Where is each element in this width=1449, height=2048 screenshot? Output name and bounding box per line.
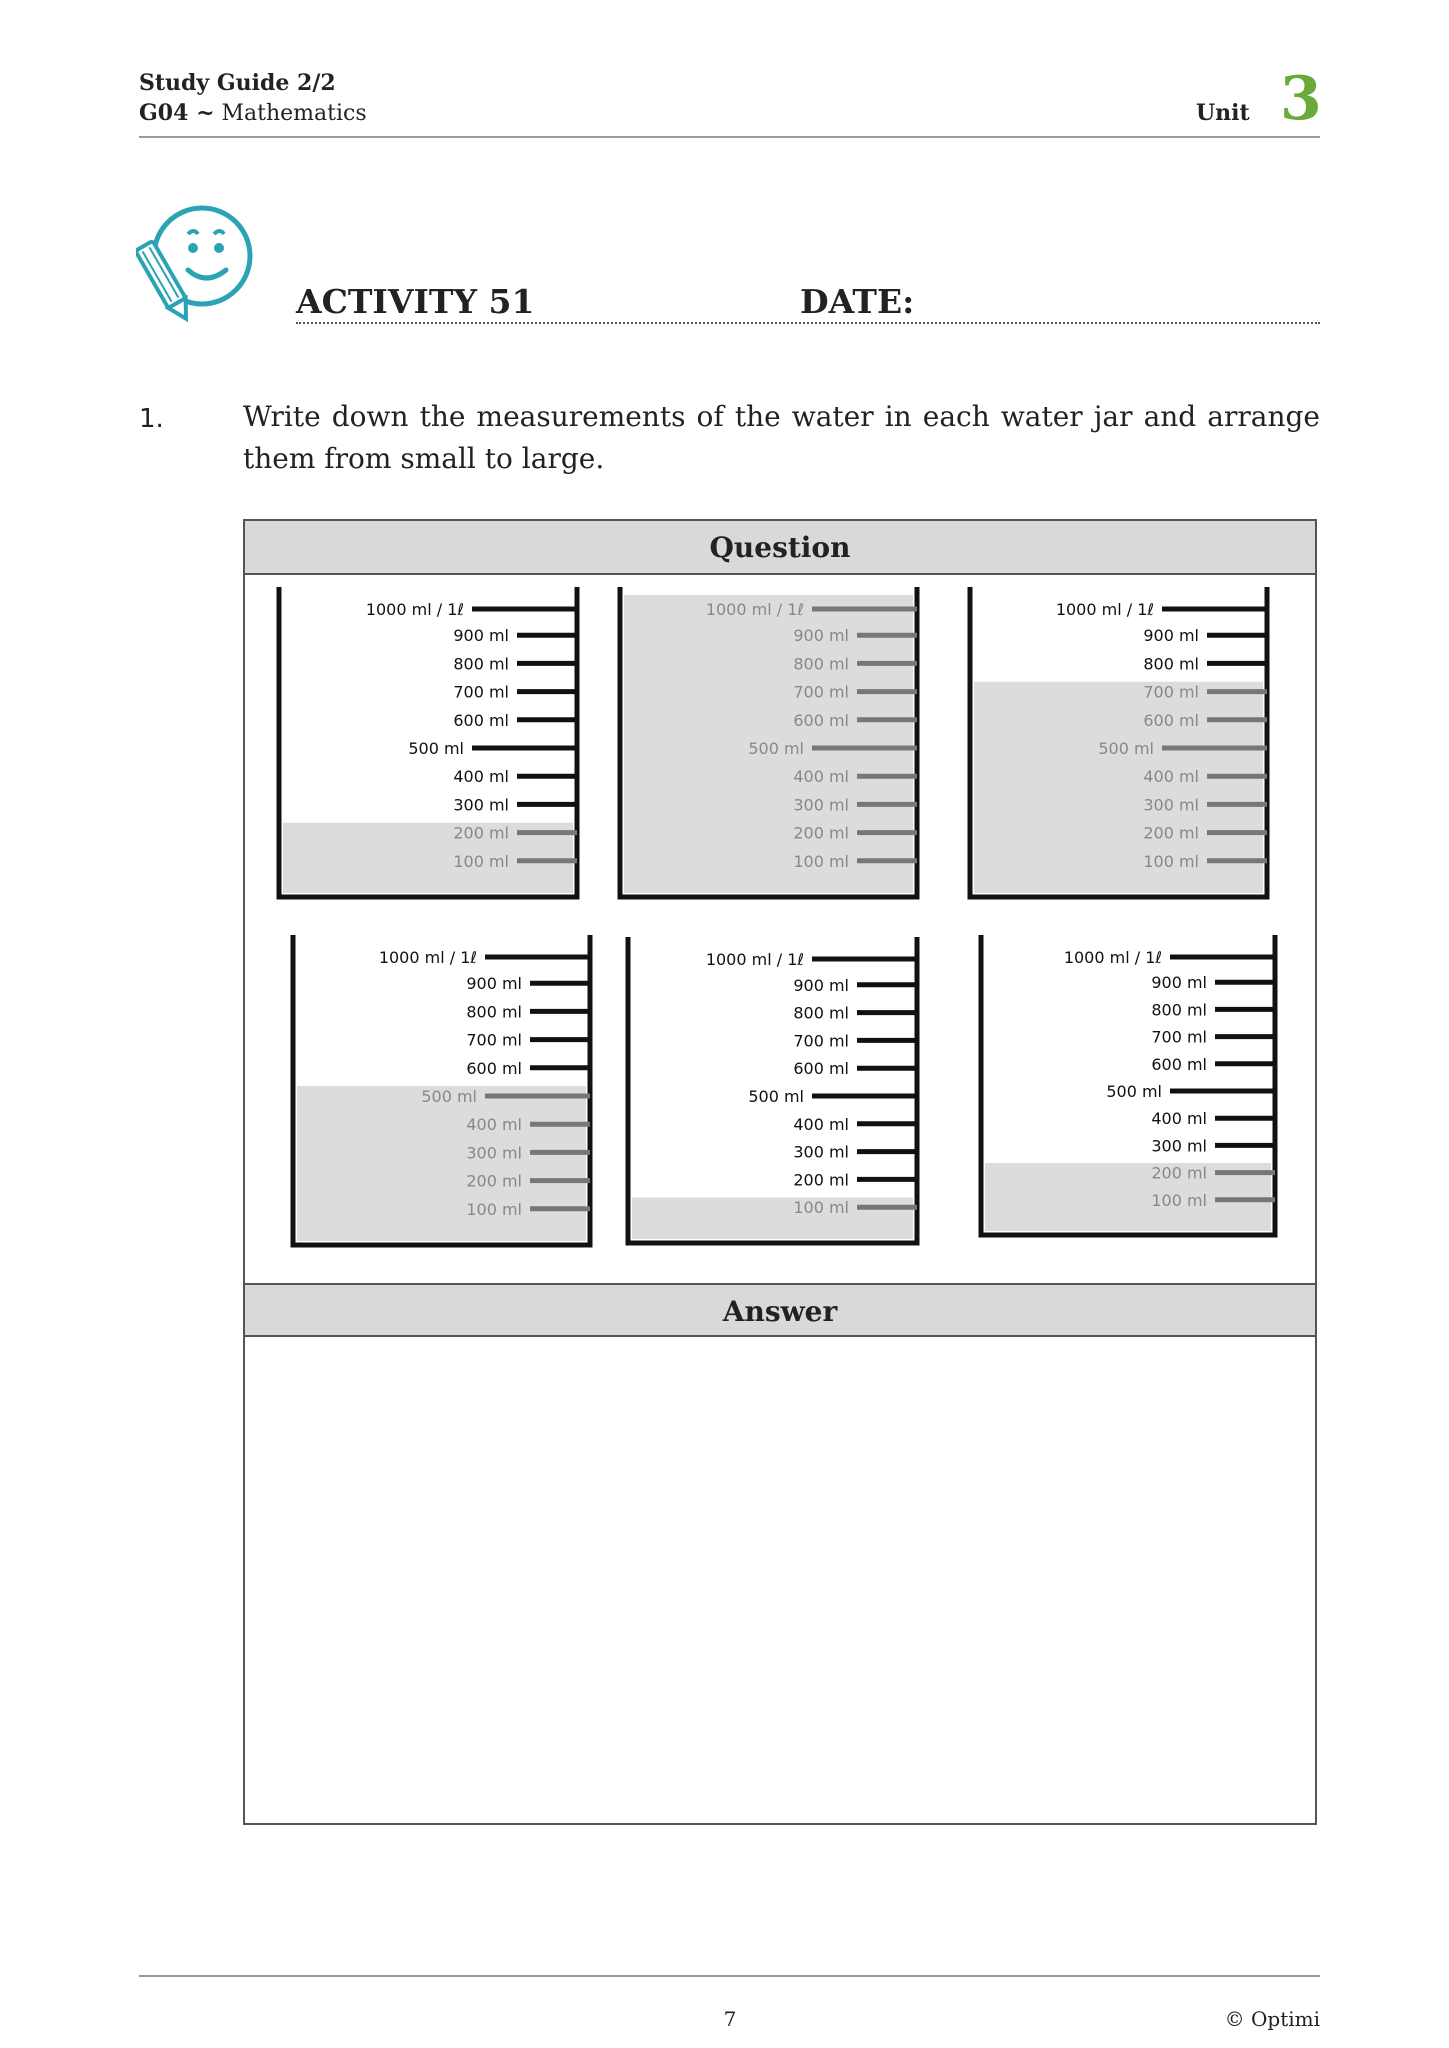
scale-label-500-jar-1: 500 ml (408, 739, 464, 758)
scale-label-300-jar-1: 300 ml (453, 795, 509, 815)
scale-label-800-jar-6: 800 ml (1151, 1000, 1207, 1020)
scale-label-1000-jar-1: 1000 ml / 1ℓ (365, 600, 464, 619)
water-jars-figure (245, 575, 1315, 1283)
scale-label-600-jar-6: 600 ml (1151, 1054, 1207, 1074)
scale-label-800-jar-2: 800 ml (793, 654, 849, 674)
question-text: Write down the measurements of the water in each water jar and arrange them from small to large. (243, 400, 1320, 475)
scale-label-700-jar-6: 700 ml (1151, 1027, 1207, 1047)
scale-label-900-jar-5: 900 ml (793, 975, 849, 995)
scale-label-200-jar-6: 200 ml (1151, 1163, 1207, 1183)
scale-label-200-jar-4: 200 ml (466, 1171, 522, 1191)
scale-label-700-jar-3: 700 ml (1143, 682, 1199, 702)
scale-label-700-jar-2: 700 ml (793, 682, 849, 702)
scale-label-200-jar-5: 200 ml (793, 1170, 849, 1190)
scale-label-900-jar-6: 900 ml (1151, 973, 1207, 993)
scale-label-1000-jar-6: 1000 ml / 1ℓ (1063, 948, 1162, 967)
scale-label-800-jar-4: 800 ml (466, 1002, 522, 1022)
scale-label-600-jar-2: 600 ml (793, 710, 849, 730)
scale-label-700-jar-5: 700 ml (793, 1031, 849, 1051)
scale-label-200-jar-3: 200 ml (1143, 823, 1199, 843)
scale-label-100-jar-4: 100 ml (466, 1199, 522, 1219)
scale-label-500-jar-6: 500 ml (1106, 1082, 1162, 1101)
scale-label-400-jar-6: 400 ml (1151, 1109, 1207, 1129)
scale-label-200-jar-1: 200 ml (453, 823, 509, 843)
scale-label-500-jar-4: 500 ml (421, 1087, 477, 1106)
date-line[interactable] (296, 322, 1320, 324)
scale-label-500-jar-3: 500 ml (1098, 739, 1154, 758)
scale-label-300-jar-4: 300 ml (466, 1143, 522, 1163)
scale-label-400-jar-1: 400 ml (453, 767, 509, 787)
question-number: 1. (139, 404, 164, 434)
scale-label-300-jar-2: 300 ml (793, 795, 849, 815)
copyright: © Optimi (1224, 2007, 1320, 2031)
header-divider (139, 136, 1320, 138)
date-label: DATE: (800, 282, 915, 321)
scale-label-700-jar-4: 700 ml (466, 1030, 522, 1050)
activity-title: ACTIVITY 51 (296, 282, 535, 321)
scale-label-900-jar-1: 900 ml (453, 626, 509, 646)
scale-label-400-jar-3: 400 ml (1143, 767, 1199, 787)
scale-label-500-jar-5: 500 ml (748, 1087, 804, 1106)
scale-label-800-jar-1: 800 ml (453, 654, 509, 674)
footer-divider (139, 1975, 1320, 1977)
scale-label-400-jar-5: 400 ml (793, 1114, 849, 1134)
scale-label-300-jar-5: 300 ml (793, 1142, 849, 1162)
guide-title: Study Guide 2/2 (139, 70, 336, 96)
answer-area[interactable] (245, 1339, 1315, 1823)
question-header: Question (245, 521, 1315, 575)
scale-label-600-jar-3: 600 ml (1143, 710, 1199, 730)
unit-number: 3 (1280, 64, 1322, 134)
scale-label-1000-jar-4: 1000 ml / 1ℓ (378, 948, 477, 967)
scale-label-1000-jar-2: 1000 ml / 1ℓ (705, 600, 804, 619)
page-number: 7 (723, 2007, 737, 2031)
course-code: G04 ~ (139, 100, 215, 126)
scale-label-500-jar-2: 500 ml (748, 739, 804, 758)
scale-label-900-jar-4: 900 ml (466, 974, 522, 994)
scale-label-1000-jar-3: 1000 ml / 1ℓ (1055, 600, 1154, 619)
unit-label: Unit (1196, 100, 1250, 126)
scale-label-1000-jar-5: 1000 ml / 1ℓ (705, 950, 804, 969)
scale-label-300-jar-6: 300 ml (1151, 1136, 1207, 1156)
scale-label-300-jar-3: 300 ml (1143, 795, 1199, 815)
subject-name: Mathematics (214, 101, 367, 126)
scale-label-100-jar-2: 100 ml (793, 851, 849, 871)
scale-label-200-jar-2: 200 ml (793, 823, 849, 843)
scale-label-800-jar-3: 800 ml (1143, 654, 1199, 674)
scale-label-600-jar-1: 600 ml (453, 710, 509, 730)
scale-label-100-jar-5: 100 ml (793, 1198, 849, 1218)
scale-label-600-jar-5: 600 ml (793, 1059, 849, 1079)
scale-label-400-jar-2: 400 ml (793, 767, 849, 787)
scale-label-600-jar-4: 600 ml (466, 1058, 522, 1078)
scale-label-100-jar-3: 100 ml (1143, 851, 1199, 871)
smiley-pencil-icon (136, 204, 266, 328)
scale-label-900-jar-3: 900 ml (1143, 626, 1199, 646)
water-fill-jar-4 (297, 1086, 586, 1241)
scale-label-700-jar-1: 700 ml (453, 682, 509, 702)
course-line (139, 100, 367, 127)
water-fill-jar-5 (632, 1197, 913, 1239)
scale-label-400-jar-4: 400 ml (466, 1115, 522, 1135)
answer-header: Answer (245, 1283, 1315, 1337)
scale-label-100-jar-6: 100 ml (1151, 1190, 1207, 1210)
scale-label-900-jar-2: 900 ml (793, 626, 849, 646)
question-answer-table (243, 519, 1317, 1825)
scale-label-800-jar-5: 800 ml (793, 1003, 849, 1023)
scale-label-100-jar-1: 100 ml (453, 851, 509, 871)
